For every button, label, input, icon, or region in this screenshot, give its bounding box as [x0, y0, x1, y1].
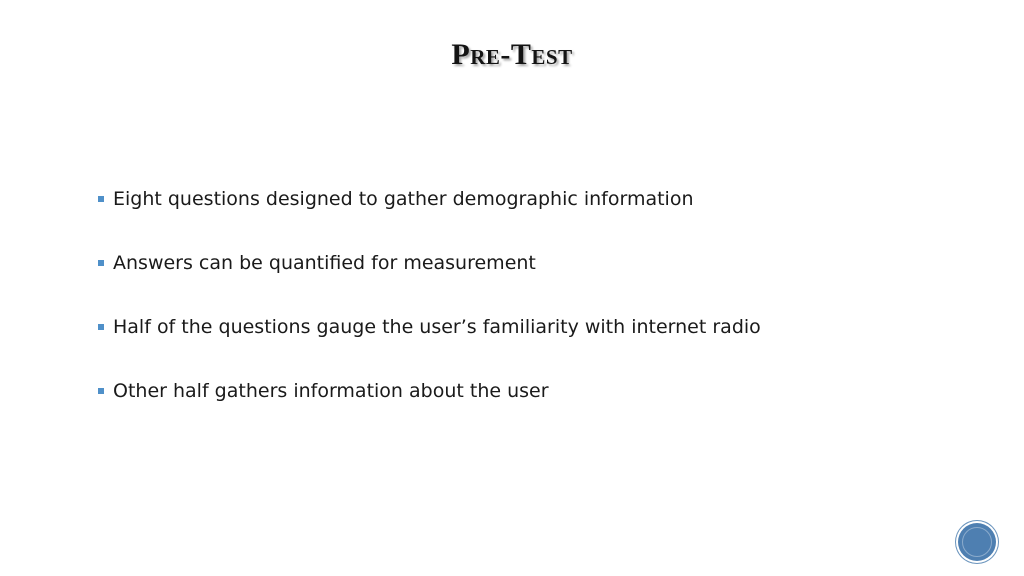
bullet-text: Eight questions designed to gather demographic information [113, 188, 694, 210]
slide-title: Pre-Test [451, 38, 573, 71]
bullet-item [98, 314, 761, 340]
square-bullet-icon [98, 324, 104, 330]
square-bullet-icon [98, 260, 104, 266]
bullet-item [98, 186, 761, 212]
square-bullet-icon [98, 196, 104, 202]
bullet-item [98, 250, 761, 276]
bullet-item [98, 378, 761, 404]
bullet-text: Half of the questions gauge the user’s familiarity with internet radio [113, 316, 761, 338]
bullet-text: Other half gathers information about the user [113, 380, 549, 402]
page-number-badge [958, 523, 996, 561]
bullet-text: Answers can be quantified for measurement [113, 252, 536, 274]
bullet-list [98, 186, 761, 442]
square-bullet-icon [98, 388, 104, 394]
